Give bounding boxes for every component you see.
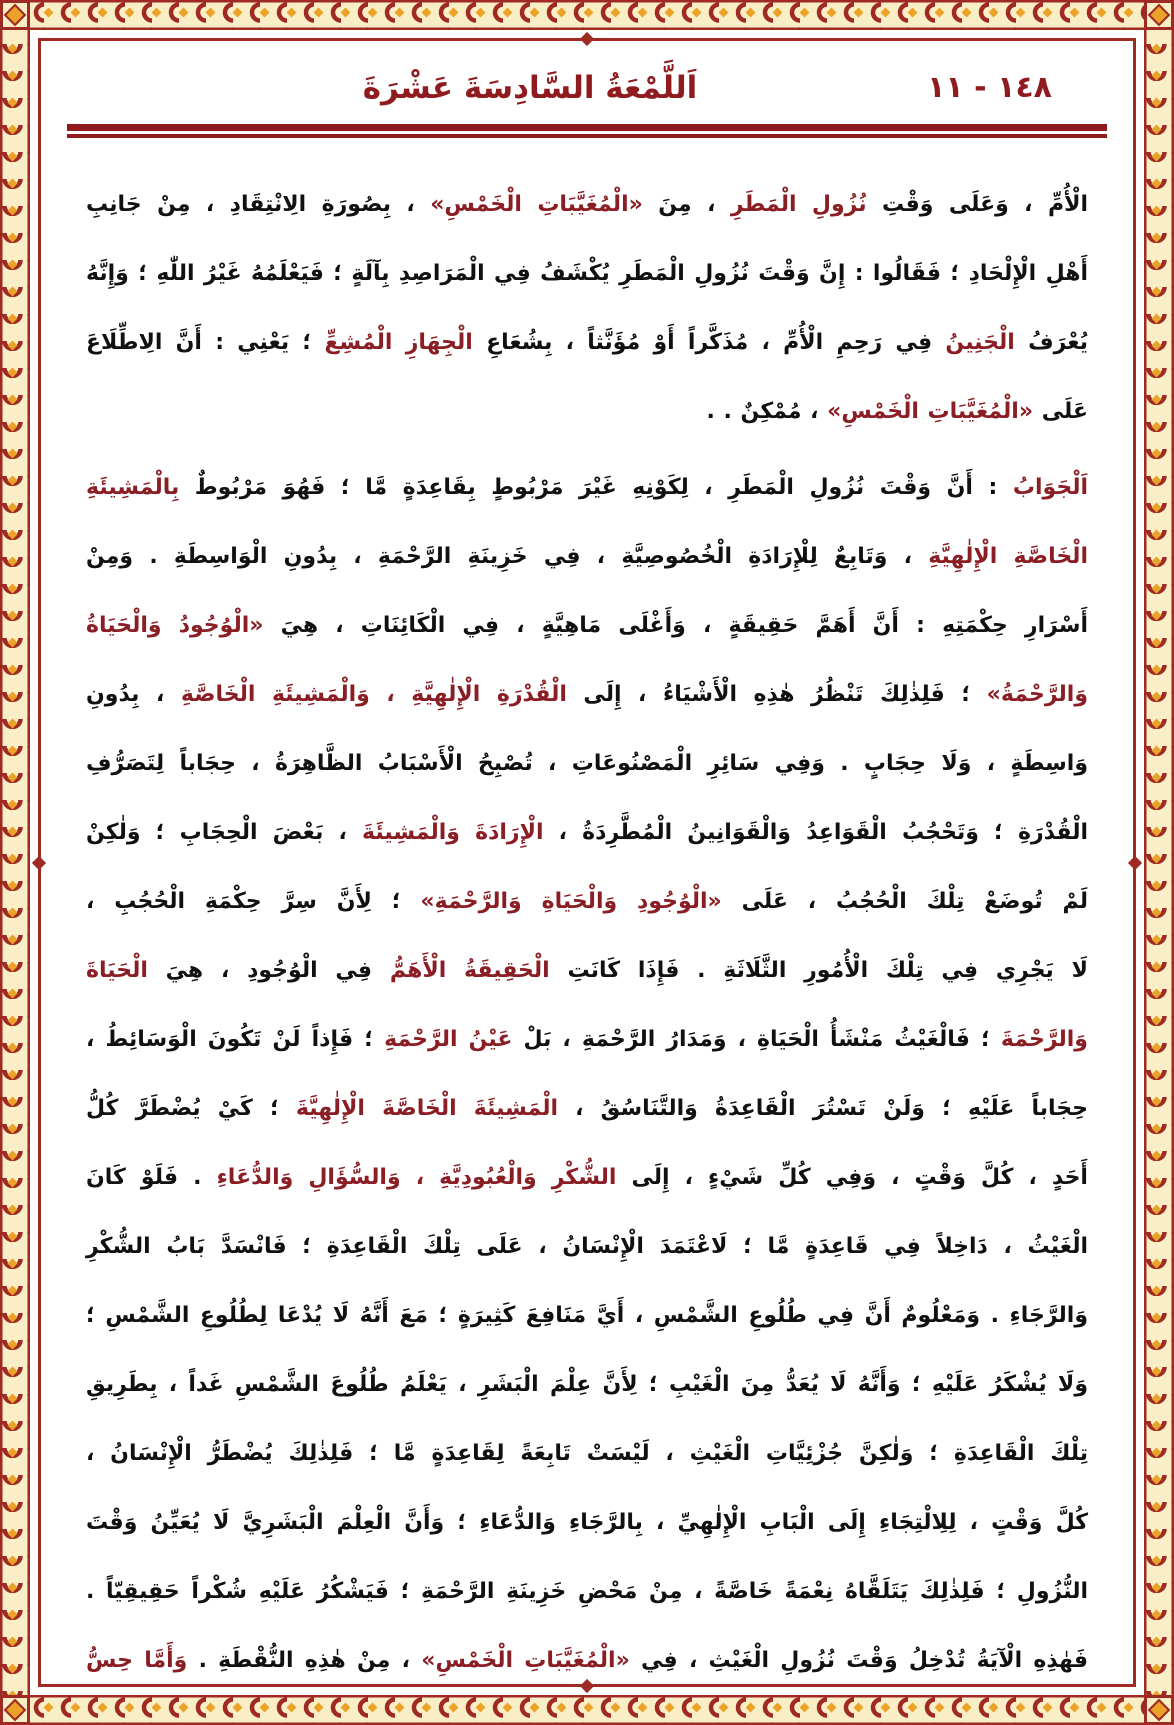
text-run: الْجَنِينُ [945,330,1015,355]
paragraph [86,170,1088,446]
text-line [86,308,1088,377]
text-run: لَا يَجْرِي فِي تِلْكَ الْأُمُورِ الثَّلَاثَةِ . فَإِذَا كَانَتِ [549,958,1088,983]
text-run: ، وَتَابِعٌ لِلْإِرَادَةِ الْخُصُوصِيَّةِ ، فِي خَزِينَةِ الرَّحْمَةِ ، بِدُونِ الْوَاسِطَةِ . وَمِنْ [86,544,929,569]
text-run: الْقُدْرَةِ ؛ وَتَحْجُبُ الْقَوَاعِدُ وَالْقَوَانِينُ الْمُطَّرِدَةُ ، [543,820,1089,845]
page-content [86,62,1088,1695]
text-run: «الْمُغَيَّبَاتِ الْخَمْسِ» [827,399,1034,424]
text-line [86,1212,1088,1281]
text-run: وَاسِطَةٍ ، وَلَا حِجَابٍ . وَفِي سَائِرِ الْمَصْنُوعَاتِ ، تُصْبِحُ الْأَسْبَابُ الظَّاهِرَةُ ، حِجَاباً لِتَصَرُّفِ [86,751,1088,776]
border-corner-icon [0,0,30,30]
text-run: «الْوُجُودِ وَالْحَيَاةِ وَالرَّحْمَةِ» [420,889,722,914]
text-line [86,1281,1088,1350]
border-corner-icon [0,1695,30,1725]
border-corner-icon [1144,0,1174,30]
text-run: الْقُدْرَةِ الْإِلٰهِيَّةِ ، وَالْمَشِيئَةِ الْخَاصَّةِ [180,682,567,707]
text-run: ؛ يَعْنِي : أَنَّ الِاطِّلَاعَ [86,330,325,355]
text-run: ؛ فَالْغَيْثُ مَنْشَأُ الْحَيَاةِ ، وَمَدَارُ الرَّحْمَةِ ، بَلْ [512,1027,1001,1052]
text-run: ؛ فَلِذٰلِكَ تَنْظُرُ هٰذِهِ الْأَشْيَاءُ ، إِلَى [566,682,987,707]
text-run: ، مِنْ هٰذِهِ النُّقْطَةِ . [187,1648,422,1673]
body-text [86,170,1088,1695]
text-run: ، بِدُونِ [86,682,181,707]
text-run: عَلَى [1033,399,1088,424]
text-run: الْحَيَاةَ [86,958,148,983]
text-run: بِالْمَشِيئَةِ [86,475,180,500]
text-line [86,936,1088,1005]
text-run: ؛ فَإِذاً لَنْ تَكُونَ الْوَسَائِطُ ، [86,1027,385,1052]
text-line [86,660,1088,729]
border-left-ornament [0,0,30,1725]
text-line [86,1005,1088,1074]
text-run: : أَنَّ وَقْتَ نُزُولِ الْمَطَرِ ، لِكَوْنِهِ غَيْرَ مَرْبُوطٍ بِقَاعِدَةٍ مَّا ؛ فَهُوَ مَرْبُوطٌ [179,475,1013,500]
border-top-ornament [0,0,1174,30]
text-line [86,798,1088,867]
page-number: ١٤٨ - ١١ [927,70,1052,105]
text-run: حِجَاباً عَلَيْهِ ؛ وَلَنْ تَسْتُرَ الْقَاعِدَةُ وَالتَّنَاسُقُ ، [558,1096,1088,1121]
text-run: ، بَعْضَ الْحِجَابِ ؛ وَلٰكِنْ [86,820,363,845]
text-run: النُّزُولِ ؛ فَلِذٰلِكَ يَتَلَقَّاهُ نِعْمَةً خَاصَّةً ، مِنْ مَحْضِ خَزِينَةِ الرَّحْمَةِ ؛ فَيَشْكُرُ عَلَيْهِ شُكْراً حَقِيقِيّاً . [86,1579,1088,1604]
text-line [86,453,1088,522]
text-line [86,1557,1088,1626]
text-run: الْخَاصَّةِ الْإِلٰهِيَّةِ [928,544,1088,569]
text-line [86,170,1088,239]
text-run: الْجِهَازِ الْمُشِعِّ [324,330,473,355]
text-run: الْحَقِيقَةُ الْأَهَمُّ [389,958,550,983]
text-line [86,522,1088,591]
text-run: فَهٰذِهِ الْآيَةُ تُدْخِلُ وَقْتَ نُزُولِ الْغَيْثِ ، فِي [629,1648,1088,1673]
text-run: لَمْ تُوضَعْ تِلْكَ الْحُجُبُ ، عَلَى [721,889,1089,914]
text-run: ، بِصُورَةِ الِانْتِقَادِ ، مِنْ جَانِبِ [86,192,431,217]
text-run: وَالرَّحْمَةُ» [986,682,1088,707]
text-run: ؛ كَيْ يُضْطَرَّ كُلُّ [86,1096,296,1121]
page-title: اَللَّمْعَةُ السَّادِسَةَ عَشْرَةَ [362,70,698,106]
text-run: يُعْرَفُ [1014,330,1088,355]
text-run: الشُّكْرِ وَالْعُبُودِيَّةِ ، وَالسُّؤَالِ وَالدُّعَاءِ [216,1165,617,1190]
text-line [86,1074,1088,1143]
text-run: ؛ لِأَنَّ سِرَّ حِكْمَةِ الْحُجُبِ ، [86,889,421,914]
text-run: فِي رَحِمِ الْأُمِّ ، مُذَكَّراً أَوْ مُؤَنَّثاً ، بِشُعَاعِ [472,330,946,355]
text-run: تِلْكَ الْقَاعِدَةِ ؛ وَلٰكِنَّ جُزْئِيَّاتِ الْغَيْثِ ، لَيْسَتْ تَابِعَةً لِقَاعِدَةٍ مَّا ؛ فَلِذٰلِكَ يُضْطَرُّ الْإِنْسَانُ ، [86,1441,1088,1466]
text-line [86,1626,1088,1695]
text-run: الْغَيْثُ ، دَاخِلاً فِي قَاعِدَةٍ مَّا ؛ لَاعْتَمَدَ الْإِنْسَانُ ، عَلَى تِلْكَ الْقَاعِدَةِ ؛ فَانْسَدَّ بَابُ الشُّكْرِ [86,1234,1088,1259]
text-run: أَحَدٍ ، كُلَّ وَقْتٍ ، وَفِي كُلِّ شَيْءٍ ، إِلَى [616,1165,1088,1190]
border-corner-icon [1144,1695,1174,1725]
text-run: وَالرَّحْمَةَ [1000,1027,1088,1052]
text-line [86,867,1088,936]
header-double-rule [67,124,1107,138]
text-line [86,239,1088,308]
text-run: ، مُمْكِنٌ . . [706,399,828,424]
text-run: أَهْلِ الْإِلْحَادِ ؛ فَقَالُوا : إِنَّ وَقْتَ نُزُولِ الْمَطَرِ يُكْشَفُ فِي الْمَرَاصِدِ بِآلَةٍ ؛ فَيَعْلَمُهُ غَيْرُ اللّٰهِ ؛ وَإِنَّهُ [86,261,1088,286]
text-run: اَلْجَوَابُ [1012,475,1088,500]
text-run: فِي الْوُجُودِ ، هِيَ [147,958,390,983]
text-line [86,729,1088,798]
text-run: «الْوُجُودُ وَالْحَيَاةُ [86,613,264,638]
text-run: ، مِنَ [642,192,731,217]
text-run: «الْمُغَيَّبَاتِ الْخَمْسِ» [430,192,643,217]
page-header [86,62,1088,118]
text-run: الْمَشِيئَةَ الْخَاصَّةَ الْإِلٰهِيَّةَ [295,1096,559,1121]
text-run: . فَلَوْ كَانَ [86,1165,217,1190]
text-run: الْأُمِّ ، وَعَلَى وَقْتِ [866,192,1088,217]
text-line [86,1419,1088,1488]
text-line [86,591,1088,660]
text-run: الْإِرَادَةَ وَالْمَشِيئَةَ [362,820,544,845]
border-bottom-ornament [0,1695,1174,1725]
border-right-ornament [1144,0,1174,1725]
text-run: أَسْرَارِ حِكْمَتِهِ : أَنَّ أَهَمَّ حَقِيقَةٍ ، وَأَغْلَى مَاهِيَّةٍ ، فِي الْكَائِنَاتِ ، هِيَ [263,613,1089,638]
text-line [86,1143,1088,1212]
text-run: وَأَمَّا حِسُّ [86,1648,188,1673]
text-run: وَلَا يُشْكَرُ عَلَيْهِ ؛ وَأَنَّهُ لَا يُعَدُّ مِنَ الْغَيْبِ ؛ لِأَنَّ عِلْمَ الْبَشَرِ ، يَعْلَمُ طُلُوعَ الشَّمْسِ غَداً ، بِطَرِيقِ [86,1372,1088,1397]
text-run: «الْمُغَيَّبَاتِ الْخَمْسِ» [421,1648,630,1673]
text-line [86,377,1088,446]
text-run: نُزُولِ الْمَطَرِ [730,192,867,217]
text-line [86,1350,1088,1419]
paragraph [86,453,1088,1695]
text-run: وَالرَّجَاءِ . وَمَعْلُومٌ أَنَّ فِي طُلُوعِ الشَّمْسِ ، أَيَّ مَنَافِعَ كَثِيرَةٍ ؛ مَعَ أَنَّهُ لَا يُدْعَا لِطُلُوعِ الشَّمْسِ ؛ [86,1303,1088,1328]
text-run: عَيْنُ الرَّحْمَةِ [384,1027,513,1052]
text-line [86,1488,1088,1557]
text-run: كُلَّ وَقْتٍ ، لِلِالْتِجَاءِ إِلَى الْبَابِ الْإِلٰهِيِّ ، بِالرَّجَاءِ وَالدُّعَاءِ ؛ وَأَنَّ الْعِلْمَ الْبَشَرِيَّ لَا يُعَيِّنُ وَقْتَ [86,1510,1088,1535]
